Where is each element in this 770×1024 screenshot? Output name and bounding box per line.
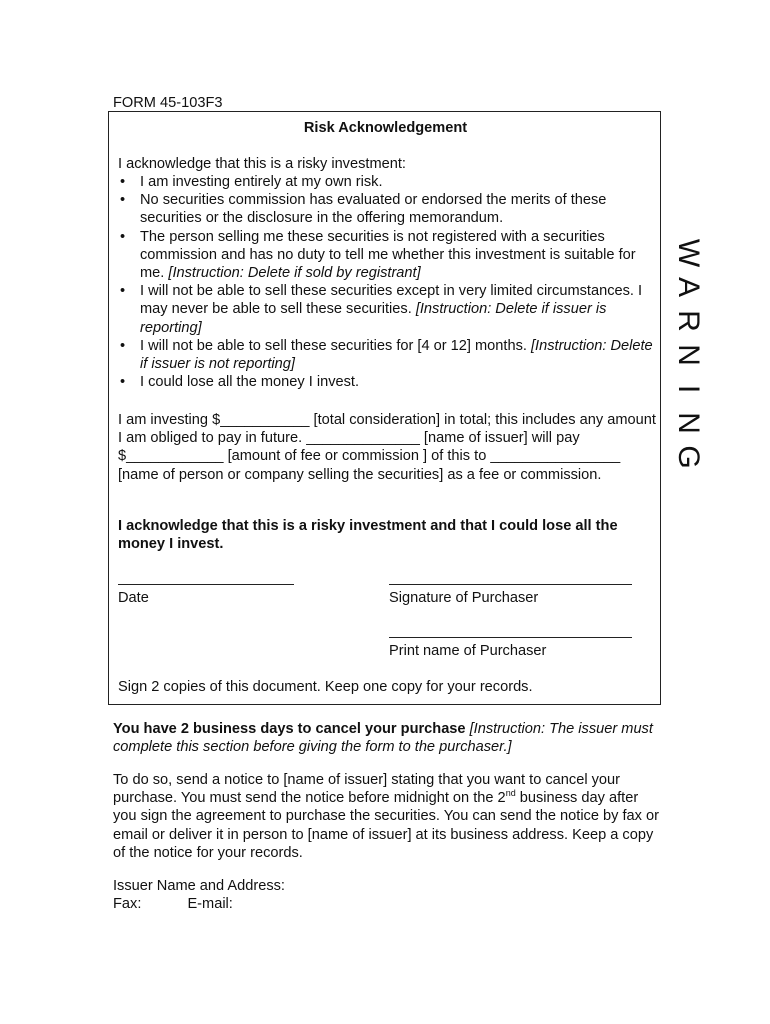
risk-bullet (118, 191, 658, 227)
cancel-instructions-paragraph (113, 771, 663, 862)
signature-line[interactable] (389, 584, 632, 585)
bullet-icon: • (120, 337, 126, 354)
cancel-instruction: [Instruction: The issuer must complete this section before giving the form to the purchaser.] (113, 721, 653, 756)
warning-letter: N (672, 344, 705, 366)
bold-acknowledgement: I acknowledge that this is a risky investment and that I could lose all the money I invest. (118, 518, 618, 553)
date-label: Date (118, 590, 149, 606)
date-line[interactable] (118, 584, 294, 585)
ordinal-suffix: nd (505, 788, 516, 799)
warning-letter: R (672, 310, 705, 332)
risk-bullet-text: I will not be able to sell these securities for [4 or 12] months. (140, 337, 527, 354)
bullet-icon: • (120, 228, 126, 245)
issuer-name-address-label: Issuer Name and Address: (113, 878, 285, 894)
risk-bullet-instruction: [Instruction: Delete if issuer is reporting] (140, 301, 607, 336)
risk-bullet-instruction: [Instruction: Delete if sold by registrant] (168, 265, 421, 282)
risk-bullet-list (118, 173, 658, 391)
box-title: Risk Acknowledgement (303, 120, 468, 136)
email-label: E-mail: (187, 896, 233, 912)
print-name-line[interactable] (389, 637, 632, 638)
warning-letter: G (672, 445, 705, 469)
signature-label: Signature of Purchaser (389, 590, 539, 606)
risk-bullet (118, 337, 658, 373)
risk-acknowledgement-box (108, 111, 661, 705)
risk-bullet-text: I could lose all the money I invest. (140, 374, 360, 391)
warning-vertical-text (668, 236, 704, 474)
warning-letter: A (672, 276, 705, 297)
risk-bullet-text: No securities commission has evaluated or endorsed the merits of these securities or the disclosure in the offering memorandum. (140, 192, 607, 227)
bullet-icon: • (120, 283, 126, 300)
acknowledge-intro: I acknowledge that this is a risky investment: (118, 156, 406, 172)
contact-line (113, 895, 233, 913)
risk-bullet-text: The person selling me these securities is not registered with a securities commission and has no duty to tell me whether this investment is suitable for me. (140, 228, 636, 282)
cancel-heading-text: You have 2 business days to cancel your purchase (113, 721, 466, 737)
warning-letter: N (672, 412, 705, 434)
warning-letter: I (672, 384, 705, 394)
investment-paragraph: I am investing $___________ [total consideration] in total; this includes any amount I am obliged to pay in future. ______________ [name of issuer] will pay $____________ [amount of fee or commission ] of this to ________________ [name of person or company selling the securities] as a fee or commission. (118, 412, 656, 483)
risk-bullet-text: I am investing entirely at my own risk. (140, 174, 383, 190)
cancel-body-part: business day after you sign the agreement to purchase the securities. You can send the notice by fax or email or deliver it in person to [name of issuer] at its business address. Keep a copy of the notice for your records. (113, 790, 659, 861)
risk-bullet-text: I will not be able to sell these securities except in very limited circumstances. I may never be able to sell these securities. (140, 283, 643, 318)
fax-label: Fax: (113, 896, 142, 912)
cancel-body-part: To do so, send a notice to [name of issuer] stating that you want to cancel your purchase. You must send the notice before midnight on the 2 (113, 772, 621, 807)
print-name-label: Print name of Purchaser (389, 643, 547, 659)
bullet-icon: • (120, 374, 126, 391)
bullet-icon: • (120, 192, 126, 209)
sign-copies-note: Sign 2 copies of this document. Keep one copy for your records. (118, 679, 533, 695)
risk-bullet-instruction: [Instruction: Delete if issuer is not reporting] (140, 337, 653, 373)
bullet-icon: • (120, 174, 126, 190)
risk-bullet (118, 373, 658, 391)
risk-bullet (118, 228, 658, 283)
risk-bullet (118, 282, 658, 337)
form-number: FORM 45-103F3 (113, 95, 223, 111)
warning-letter: W (672, 238, 705, 268)
risk-bullet (118, 173, 658, 191)
cancel-heading (113, 720, 653, 756)
